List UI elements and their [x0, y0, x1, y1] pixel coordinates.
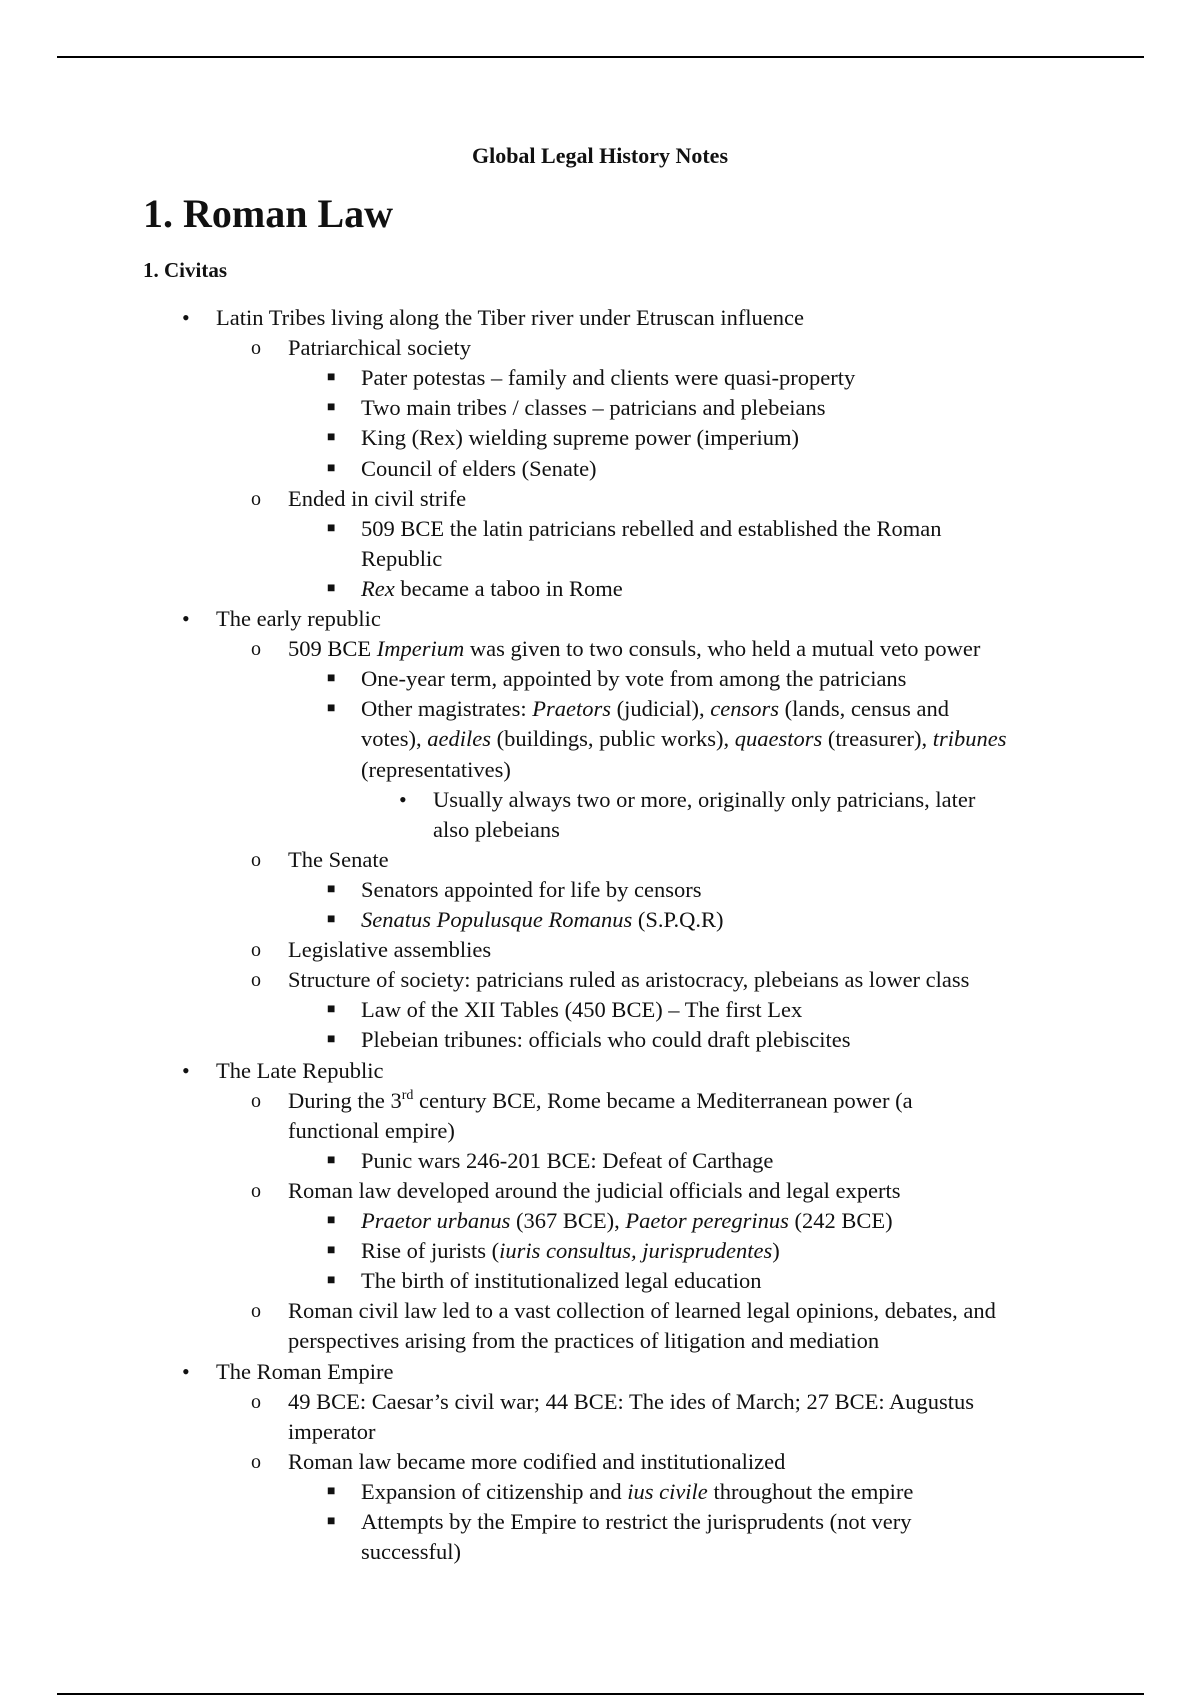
subsection-heading: 1. Civitas — [143, 258, 227, 282]
bullet-icon: • — [182, 606, 190, 631]
text-run: Attempts by the Empire to restrict the jurisprudents (not very — [361, 1509, 912, 1534]
list-item — [251, 1296, 996, 1326]
text-run: successful) — [361, 1539, 461, 1565]
text-run: The birth of institutionalized legal education — [361, 1268, 762, 1294]
text-run: Usually always two or more, originally only patricians, later — [433, 786, 976, 812]
text-run: Ended in civil strife — [288, 485, 467, 511]
square-bullet-icon: ■ — [327, 1483, 336, 1499]
italic-text: Rex — [361, 575, 395, 601]
text-run: (treasurer), — [822, 726, 933, 752]
text-run: (S.P.Q.R) — [632, 907, 724, 932]
square-bullet-icon: ■ — [327, 1002, 336, 1018]
list-item-continuation — [361, 755, 511, 785]
list-item — [327, 1236, 780, 1266]
text-run: Roman civil law led to a vast collection of learned legal opinions, debates, and — [288, 1298, 996, 1324]
italic-text: Paetor peregrinus — [625, 1208, 789, 1233]
square-bullet-icon: ■ — [327, 580, 336, 596]
square-bullet-icon: ■ — [327, 671, 336, 687]
italic-text: tribunes — [932, 726, 1007, 752]
square-bullet-icon: ■ — [327, 881, 336, 897]
text-run: One-year term, appointed by vote from among the patricians — [361, 666, 907, 692]
list-item — [251, 1176, 901, 1206]
text-run: Patriarchical society — [288, 335, 472, 361]
list-item — [399, 785, 976, 815]
hollow-circle-bullet-icon: o — [251, 939, 261, 962]
italic-text: iuris consultus, jurisprudentes — [499, 1238, 773, 1264]
text-run: became a taboo in Rome — [394, 575, 623, 601]
text-run: (buildings, public works), — [490, 726, 735, 752]
text-run: Other magistrates: — [361, 696, 533, 722]
text-run: (242 BCE) — [788, 1208, 893, 1233]
italic-text: Senatus Populusque Romanus — [361, 907, 633, 932]
text-run: Law of the XII Tables (450 BCE) – The first Lex — [361, 997, 803, 1023]
list-item — [251, 484, 467, 514]
list-item — [327, 995, 803, 1025]
hollow-circle-bullet-icon: o — [251, 969, 261, 992]
list-item — [251, 935, 492, 965]
text-run: (367 BCE), — [510, 1208, 626, 1233]
text-run: ) — [772, 1238, 780, 1264]
square-bullet-icon: ■ — [327, 1273, 336, 1289]
hollow-circle-bullet-icon: o — [251, 1300, 261, 1323]
hollow-circle-bullet-icon: o — [251, 1089, 261, 1112]
text-run: 49 BCE: Caesar’s civil war; 44 BCE: The ides of March; 27 BCE: Augustus — [288, 1388, 974, 1414]
list-item-continuation — [288, 1116, 455, 1146]
list-item — [327, 1266, 762, 1296]
text-run: Plebeian tribunes: officials who could draft plebiscites — [361, 1027, 851, 1053]
text-run: Rise of jurists ( — [361, 1238, 500, 1264]
list-item — [182, 1056, 384, 1086]
square-bullet-icon: ■ — [327, 520, 336, 536]
square-bullet-icon: ■ — [327, 460, 336, 476]
bullet-icon: • — [182, 1358, 190, 1384]
italic-text: ius civile — [627, 1478, 708, 1504]
list-item — [251, 634, 981, 664]
text-run: Structure of society: patricians ruled as aristocracy, plebeians as lower class — [288, 967, 970, 993]
hollow-circle-bullet-icon: o — [251, 1450, 261, 1473]
square-bullet-icon: ■ — [327, 400, 336, 416]
list-item — [327, 694, 950, 724]
list-item — [327, 423, 800, 453]
italic-text: quaestors — [734, 726, 823, 752]
text-run: 509 BCE the latin patricians rebelled and established the Roman — [361, 515, 942, 541]
list-item-continuation — [361, 544, 442, 574]
list-item — [327, 393, 826, 423]
list-item — [327, 905, 724, 935]
square-bullet-icon: ■ — [327, 1514, 336, 1529]
text-run: During the 3 — [288, 1087, 402, 1113]
list-item — [327, 664, 907, 694]
square-bullet-icon: ■ — [327, 912, 336, 927]
list-item-continuation — [288, 1326, 879, 1356]
list-item-continuation — [433, 815, 560, 845]
text-run: votes), — [361, 726, 428, 752]
italic-text: Imperium — [376, 636, 465, 662]
text-run: (representatives) — [361, 756, 511, 782]
text-run: also plebeians — [433, 816, 560, 842]
bullet-icon: • — [182, 305, 190, 330]
hollow-circle-bullet-icon: o — [251, 337, 261, 360]
list-item — [251, 1387, 974, 1417]
list-item — [327, 1477, 914, 1507]
list-item-continuation — [361, 1537, 461, 1567]
text-run: The Late Republic — [216, 1057, 384, 1083]
bullet-icon: • — [182, 1057, 190, 1083]
text-run: imperator — [288, 1418, 376, 1444]
text-run: 509 BCE — [288, 636, 377, 662]
text-run: The early republic — [216, 606, 381, 631]
hollow-circle-bullet-icon: o — [251, 487, 261, 510]
text-run: Punic wars 246-201 BCE: Defeat of Carthage — [361, 1147, 774, 1173]
text-run: Expansion of citizenship and — [361, 1478, 628, 1504]
list-item — [251, 333, 472, 363]
hollow-circle-bullet-icon: o — [251, 1390, 261, 1413]
italic-text: censors — [710, 696, 780, 722]
italic-text: aediles — [427, 726, 491, 752]
square-bullet-icon: ■ — [327, 1243, 336, 1259]
text-run: Republic — [361, 545, 443, 571]
text-run: Roman law became more codified and institutionalized — [288, 1448, 786, 1474]
list-item — [251, 845, 389, 875]
section-heading: 1. Roman Law — [143, 191, 394, 236]
text-run: Roman law developed around the judicial officials and legal experts — [288, 1177, 901, 1203]
text-run: functional empire) — [288, 1117, 455, 1143]
list-item — [327, 1206, 893, 1236]
text-run: Pater potestas – family and clients were quasi-property — [361, 365, 856, 391]
bottom-rule — [57, 1693, 1144, 1695]
bullet-icon: • — [399, 786, 407, 812]
list-item-continuation — [288, 1417, 375, 1447]
hollow-circle-bullet-icon: o — [251, 1179, 261, 1202]
text-run: Council of elders (Senate) — [361, 455, 597, 481]
text-run: Legislative assemblies — [288, 937, 492, 963]
list-item — [327, 1507, 912, 1537]
top-rule — [57, 56, 1144, 58]
hollow-circle-bullet-icon: o — [251, 848, 261, 871]
text-run: Senators appointed for life by censors — [361, 876, 702, 902]
list-item — [327, 574, 623, 604]
text-run: (judicial), — [610, 696, 711, 722]
list-item — [182, 604, 381, 634]
italic-text: Praetors — [532, 696, 611, 722]
text-run: Latin Tribes living along the Tiber river under Etruscan influence — [216, 305, 805, 330]
text-run: The Senate — [288, 846, 389, 872]
text-run: throughout the empire — [707, 1478, 914, 1504]
text-run: was given to two consuls, who held a mutual veto power — [464, 636, 981, 662]
italic-text: Praetor urbanus — [361, 1208, 511, 1233]
square-bullet-icon: ■ — [327, 701, 336, 717]
list-item — [327, 1146, 774, 1176]
list-item — [327, 363, 856, 393]
hollow-circle-bullet-icon: o — [251, 638, 261, 661]
square-bullet-icon: ■ — [327, 1032, 336, 1048]
square-bullet-icon: ■ — [327, 1152, 336, 1168]
square-bullet-icon: ■ — [327, 430, 336, 446]
square-bullet-icon: ■ — [327, 370, 336, 386]
text-run: King (Rex) wielding supreme power (imperium) — [361, 425, 800, 451]
text-run: The Roman Empire — [216, 1358, 394, 1384]
list-item — [182, 303, 805, 333]
list-item — [251, 1447, 786, 1477]
square-bullet-icon: ■ — [327, 1213, 336, 1228]
document-title: Global Legal History Notes — [471, 143, 729, 168]
list-item — [251, 965, 970, 995]
superscript-text: rd — [401, 1087, 414, 1103]
list-item-continuation — [361, 724, 1007, 754]
list-item — [327, 1025, 851, 1055]
list-item — [327, 875, 702, 905]
text-run: perspectives arising from the practices of litigation and mediation — [288, 1328, 880, 1354]
list-item — [182, 1357, 394, 1387]
list-item — [251, 1086, 913, 1116]
list-item — [327, 454, 597, 484]
list-item — [327, 514, 942, 544]
text-run: century BCE, Rome became a Mediterranean power (a — [413, 1087, 913, 1113]
text-run: Two main tribes / classes – patricians and plebeians — [361, 395, 826, 421]
text-run: (lands, census and — [779, 696, 950, 722]
